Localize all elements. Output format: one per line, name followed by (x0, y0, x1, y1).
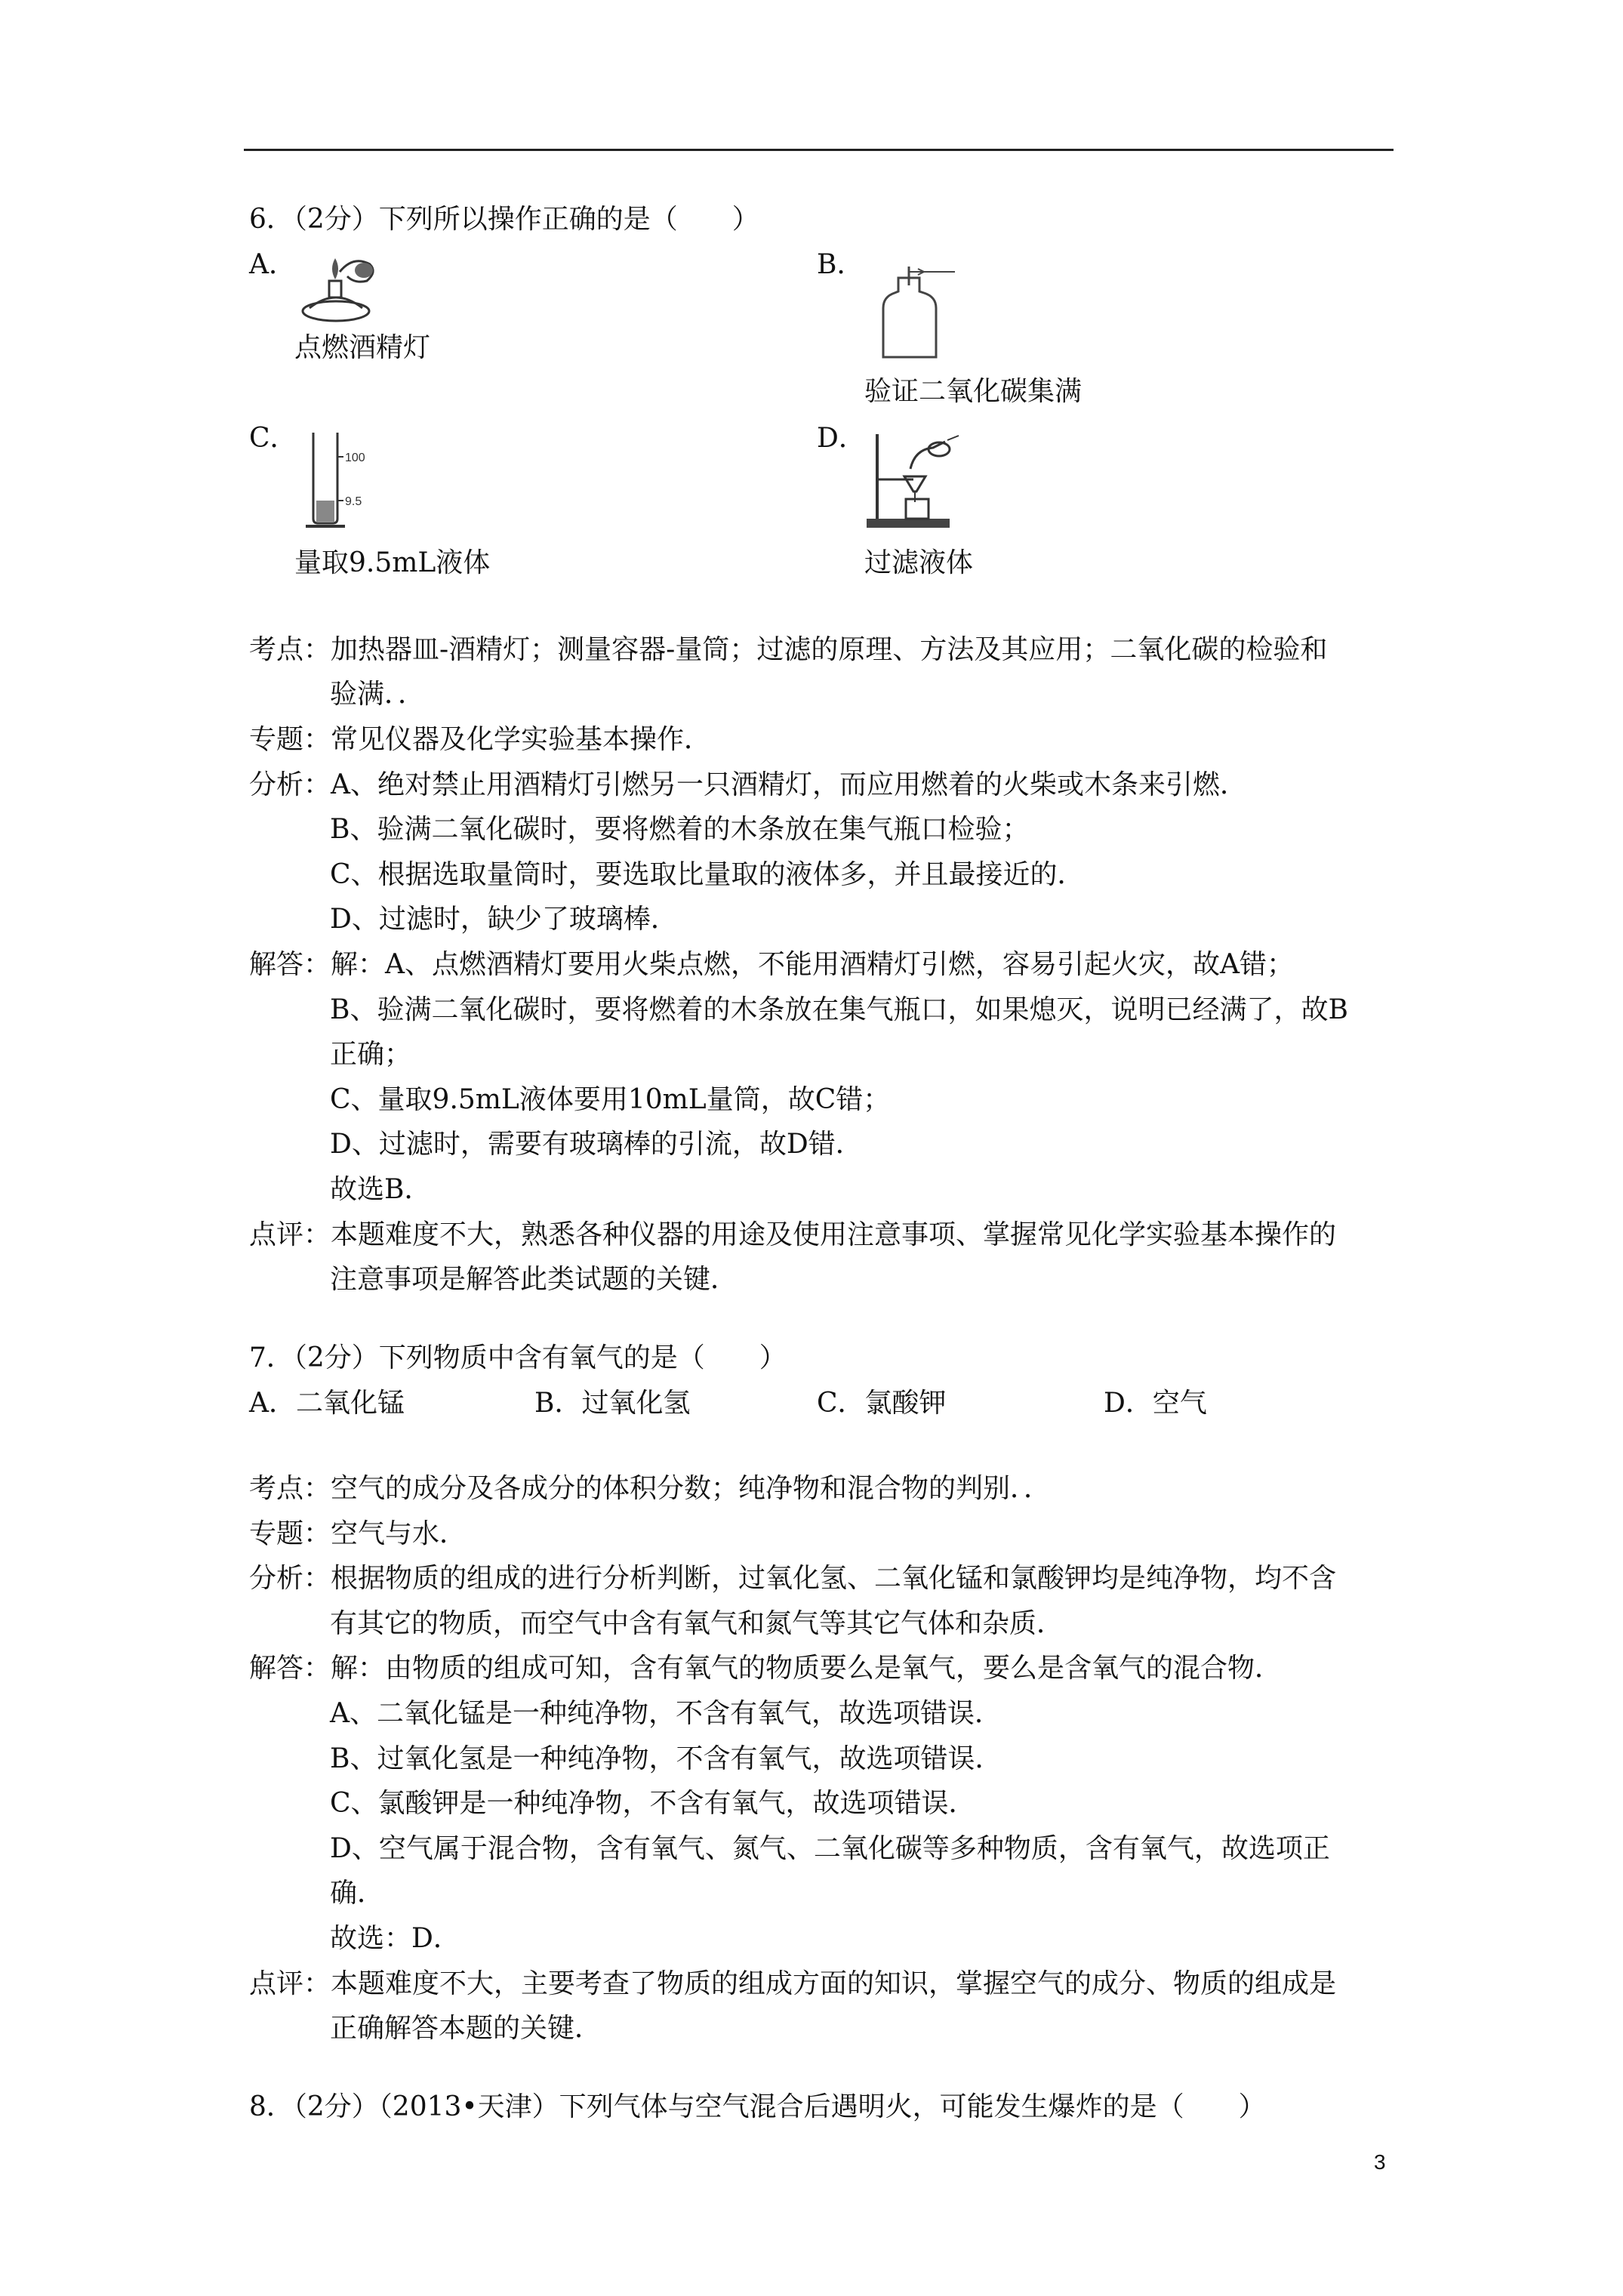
q8-stem: 8．（2分）（2013•天津）下列气体与空气混合后遇明火，可能发生爆炸的是（ ） (249, 2091, 1266, 2122)
q6-option-d-letter: D． (817, 423, 866, 454)
alcohol-lamp-icon (294, 242, 385, 325)
filter-stand-icon (861, 427, 966, 532)
q6-option-b-letter: B． (817, 249, 864, 280)
q7-option-c: C．氯酸钾 (817, 1388, 947, 1419)
header-rule (244, 149, 1394, 151)
q6-kaodian-line2: 验满．． (330, 679, 426, 710)
cylinder-tick-100: 100 (345, 451, 365, 464)
q7-option-b: B．过氧化氢 (534, 1388, 691, 1419)
q7-option-a: A．二氧化锰 (249, 1388, 405, 1419)
q6-jieda-line3: 正确； (330, 1039, 412, 1070)
q6-option-b-caption: 验证二氧化碳集满 (864, 376, 1083, 407)
q6-option-c-caption: 量取9.5mL液体 (294, 547, 491, 578)
q6-fenxi-line2: B、验满二氧化碳时，要将燃着的木条放在集气瓶口检验； (330, 814, 1030, 845)
q6-kaodian-line1: 考点：加热器皿-酒精灯；测量容器-量筒；过滤的原理、方法及其应用；二氧化碳的检验和 (249, 634, 1328, 665)
q7-dianping-line1: 点评：本题难度不大，主要考查了物质的组成方面的知识，掌握空气的成分、物质的组成是 (249, 1968, 1337, 1999)
q6-jieda-line2: B、验满二氧化碳时，要将燃着的木条放在集气瓶口，如果熄灭，说明已经满了，故B (330, 994, 1348, 1025)
q7-jieda-line7: 故选：D． (330, 1923, 460, 1954)
q7-jieda-line3: B、过氧化氢是一种纯净物，不含有氧气，故选项错误． (330, 1743, 1002, 1774)
q7-fenxi-line1: 分析：根据物质的组成的进行分析判断，过氧化氢、二氧化锰和氯酸钾均是纯净物，均不含 (249, 1563, 1337, 1594)
q6-fenxi-line3: C、根据选取量筒时，要选取比量取的液体多，并且最接近的． (330, 859, 1085, 890)
q7-jieda-line2: A、二氧化锰是一种纯净物，不含有氧气，故选项错误． (330, 1698, 1002, 1729)
q6-stem: 6．（2分）下列所以操作正确的是（ ） (249, 204, 759, 235)
q7-zhuanti: 专题：空气与水． (249, 1518, 467, 1549)
q6-option-a-letter: A． (249, 249, 296, 280)
q6-fenxi-line1: 分析：A、绝对禁止用酒精灯引燃另一只酒精灯，而应用燃着的火柴或木条来引燃． (249, 769, 1247, 800)
q6-fenxi-line4: D、过滤时，缺少了玻璃棒． (330, 904, 678, 935)
q7-stem: 7．（2分）下列物质中含有氧气的是（ ） (249, 1342, 787, 1373)
page-number: 3 (1374, 2150, 1386, 2174)
q6-option-a-caption: 点燃酒精灯 (294, 332, 431, 363)
q6-jieda-line5: D、过滤时，需要有玻璃棒的引流，故D错． (330, 1129, 863, 1160)
q6-jieda-line1: 解答：解：A、点燃酒精灯要用火柴点燃，不能用酒精灯引燃，容易引起火灾，故A错； (249, 949, 1294, 980)
q7-fenxi-line2: 有其它的物质，而空气中含有氧气和氮气等其它气体和杂质． (330, 1608, 1064, 1639)
q6-dianping-line1: 点评：本题难度不大，熟悉各种仪器的用途及使用注意事项、掌握常见化学实验基本操作的 (249, 1219, 1337, 1250)
q7-jieda-line6: 确． (330, 1878, 385, 1909)
q6-jieda-line6: 故选B． (330, 1174, 432, 1205)
q7-jieda-line5: D、空气属于混合物，含有氧气、氮气、二氧化碳等多种物质，含有氧气，故选项正 (330, 1833, 1330, 1864)
q7-jieda-line4: C、氯酸钾是一种纯净物，不含有氧气，故选项错误． (330, 1788, 976, 1819)
q6-dianping-line2: 注意事项是解答此类试题的关键． (330, 1264, 738, 1295)
q7-kaodian: 考点：空气的成分及各成分的体积分数；纯净物和混合物的判别．． (249, 1473, 1052, 1504)
graduated-cylinder-icon (298, 427, 389, 532)
gas-bottle-icon (861, 263, 966, 361)
cylinder-tick-9-5: 9.5 (345, 495, 362, 508)
q7-jieda-line1: 解答：解：由物质的组成可知，含有氧气的物质要么是氧气，要么是含氧气的混合物． (249, 1653, 1283, 1684)
q6-option-c-letter: C． (249, 423, 297, 454)
q6-zhuanti: 专题：常见仪器及化学实验基本操作． (249, 724, 712, 755)
q6-option-d-caption: 过滤液体 (864, 547, 974, 578)
q7-dianping-line2: 正确解答本题的关键． (330, 2013, 602, 2044)
q6-jieda-line4: C、量取9.5mL液体要用10mL量筒，故C错； (330, 1084, 891, 1115)
q7-option-d: D．空气 (1104, 1388, 1207, 1419)
